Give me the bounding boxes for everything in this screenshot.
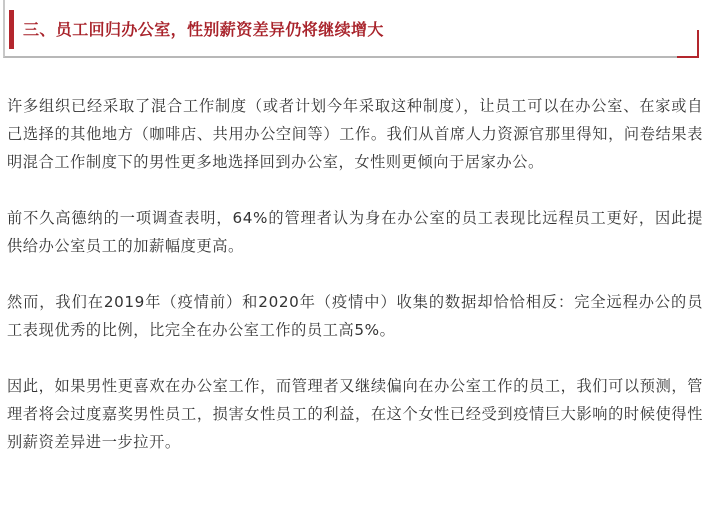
paragraph-hybrid-work: 许多组织已经采取了混合工作制度（或者计划今年采取这种制度），让员工可以在办公室、在家或自己选择的其他地方（咖啡店、共用办公空间等）工作。我们从首席人力资源官那里得知，问卷结果表明混合工作制度下的男性更多地选择回到办公室，女性则更倾向于居家办公。: [7, 97, 703, 171]
section-heading: 三、员工回归办公室，性别薪资差异仍将继续增大: [23, 20, 384, 39]
heading-accent-bar: [9, 10, 14, 49]
paragraph-gartner-survey: 前不久高德纳的一项调查表明，64%的管理者认为身在办公室的员工表现比远程员工更好，因此提供给办公室员工的加薪幅度更高。: [7, 209, 703, 255]
paragraph-conclusion: 因此，如果男性更喜欢在办公室工作，而管理者又继续偏向在办公室工作的员工，我们可以预测，管理者将会过度嘉奖男性员工，损害女性员工的利益，在这个女性已经受到疫情巨大影响的时候使得性别薪资差异进一步拉开。: [7, 377, 703, 451]
article-body: [7, 92, 703, 456]
heading-corner-mark: [697, 30, 699, 58]
section-heading-box: [3, 0, 699, 58]
paragraph-data-contrast: 然而，我们在2019年（疫情前）和2020年（疫情中）收集的数据却恰恰相反：完全远程办公的员工表现优秀的比例，比完全在办公室工作的员工高5%。: [7, 293, 703, 339]
heading-corner-mark-bottom: [677, 56, 699, 58]
